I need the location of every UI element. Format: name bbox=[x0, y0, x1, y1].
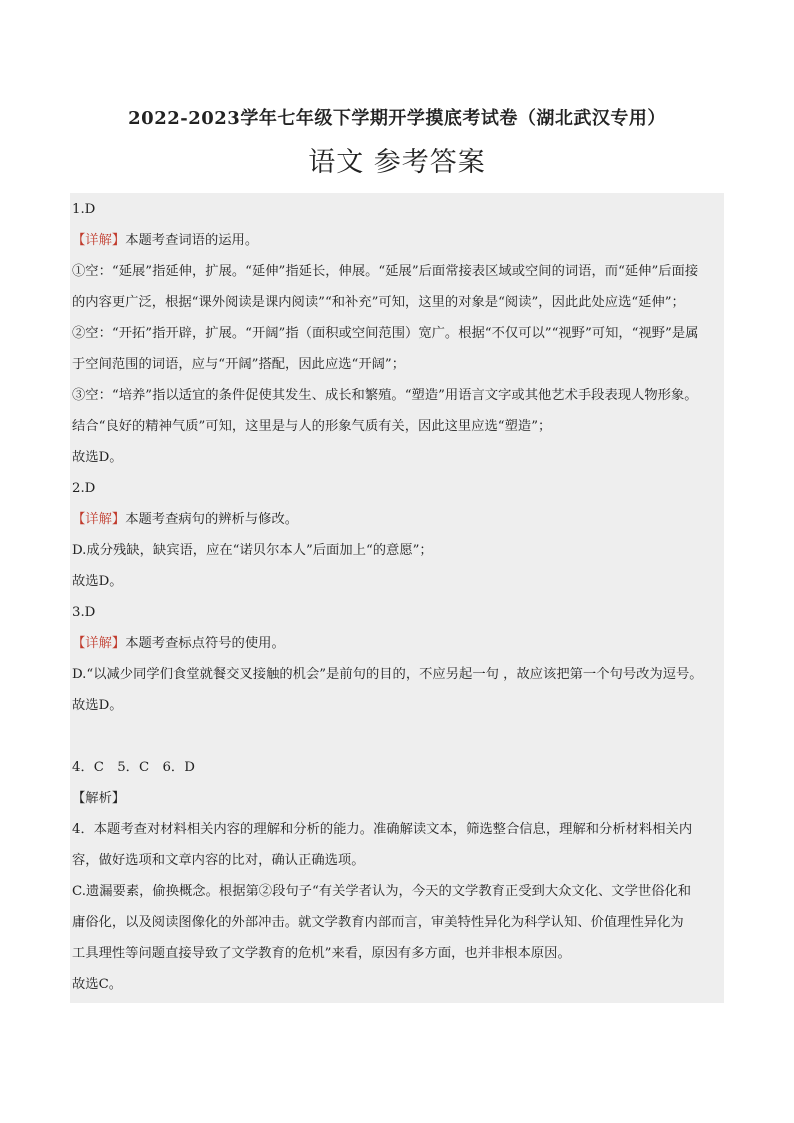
detail-tag: 【详解】 bbox=[72, 636, 126, 651]
answer-line: 4．本题考查对材料相关内容的理解和分析的能力。准确解读文本，筛选整合信息，理解和分析材料相关内 bbox=[72, 822, 693, 837]
answer-line: 的内容更广泛，根据“课外阅读是课内阅读”“和补充”可知，这里的对象是“阅读”，因此此处应选“延伸”； bbox=[72, 295, 685, 310]
answer-line: 容，做好选项和文章内容的比对，确认正确选项。 bbox=[72, 853, 365, 868]
detail-text: 本题考查病句的辨析与修改。 bbox=[125, 512, 299, 527]
detail-text: 本题考查词语的运用。 bbox=[125, 233, 259, 248]
exam-title: 2022-2023学年七年级下学期开学摸底考试卷（湖北武汉专用） bbox=[128, 108, 666, 129]
answer-line: C.遗漏要素，偷换概念。根据第②段句子“有关学者认为，今天的文学教育正受到大众文化、文学世俗化和 bbox=[72, 884, 692, 899]
answer-section bbox=[70, 193, 724, 1003]
answer-line: D.成分残缺，缺宾语，应在“诺贝尔本人”后面加上“的意愿”； bbox=[72, 543, 433, 558]
answer-line: 3.D bbox=[72, 605, 96, 620]
detail-text: 本题考查标点符号的使用。 bbox=[125, 636, 285, 651]
answer-line: 2.D bbox=[72, 481, 96, 496]
answer-line: 故选D。 bbox=[72, 574, 123, 589]
answer-line: 庸俗化，以及阅读图像化的外部冲击。就文学教育内部而言，审美特性异化为科学认知、价值理性异化为 bbox=[72, 915, 684, 930]
answer-line: 工具理性等问题直接导致了文学教育的危机”来看，原因有多方面，也并非根本原因。 bbox=[72, 946, 571, 961]
answer-line bbox=[72, 728, 722, 746]
detail-tag: 【详解】 bbox=[72, 512, 126, 527]
answer-line: 于空间范围的词语，应与“开阔”搭配，因此应选“开阔”； bbox=[72, 357, 406, 372]
answer-line bbox=[72, 511, 722, 529]
answer-line: 1.D bbox=[72, 202, 96, 217]
answer-line: ②空：“开拓”指开辟，扩展。“开阔”指（面积或空间范围）宽广。根据“不仅可以”“视野”可知，“视野”是属 bbox=[72, 326, 699, 341]
answer-line: ③空：“培养”指以适宜的条件促使其发生、成长和繁殖。“塑造”用语言文字或其他艺术手段表现人物形象。 bbox=[72, 388, 698, 403]
answer-line: 故选C。 bbox=[72, 977, 123, 992]
answer-line: D.“以减少同学们食堂就餐交叉接触的机会”是前句的目的，不应另起一句 ，故应该把第一个句号改为逗号。 bbox=[72, 667, 703, 682]
answer-line bbox=[72, 635, 722, 653]
answer-line: 【解析】 bbox=[72, 791, 126, 806]
answer-line: 故选D。 bbox=[72, 698, 123, 713]
answer-key-subtitle: 语文 参考答案 bbox=[308, 147, 486, 178]
answer-line bbox=[72, 232, 722, 250]
answer-line: 4．C 5．C 6．D bbox=[72, 760, 195, 775]
answer-line: ①空：“延展”指延伸，扩展。“延伸”指延长，伸展。“延展”后面常接表区域或空间的词语，而“延伸”后面接 bbox=[72, 264, 699, 279]
answer-line: 结合“良好的精神气质”可知，这里是与人的形象气质有关，因此这里应选“塑造”； bbox=[72, 419, 552, 434]
answer-line: 故选D。 bbox=[72, 450, 123, 465]
detail-tag: 【详解】 bbox=[72, 233, 126, 248]
